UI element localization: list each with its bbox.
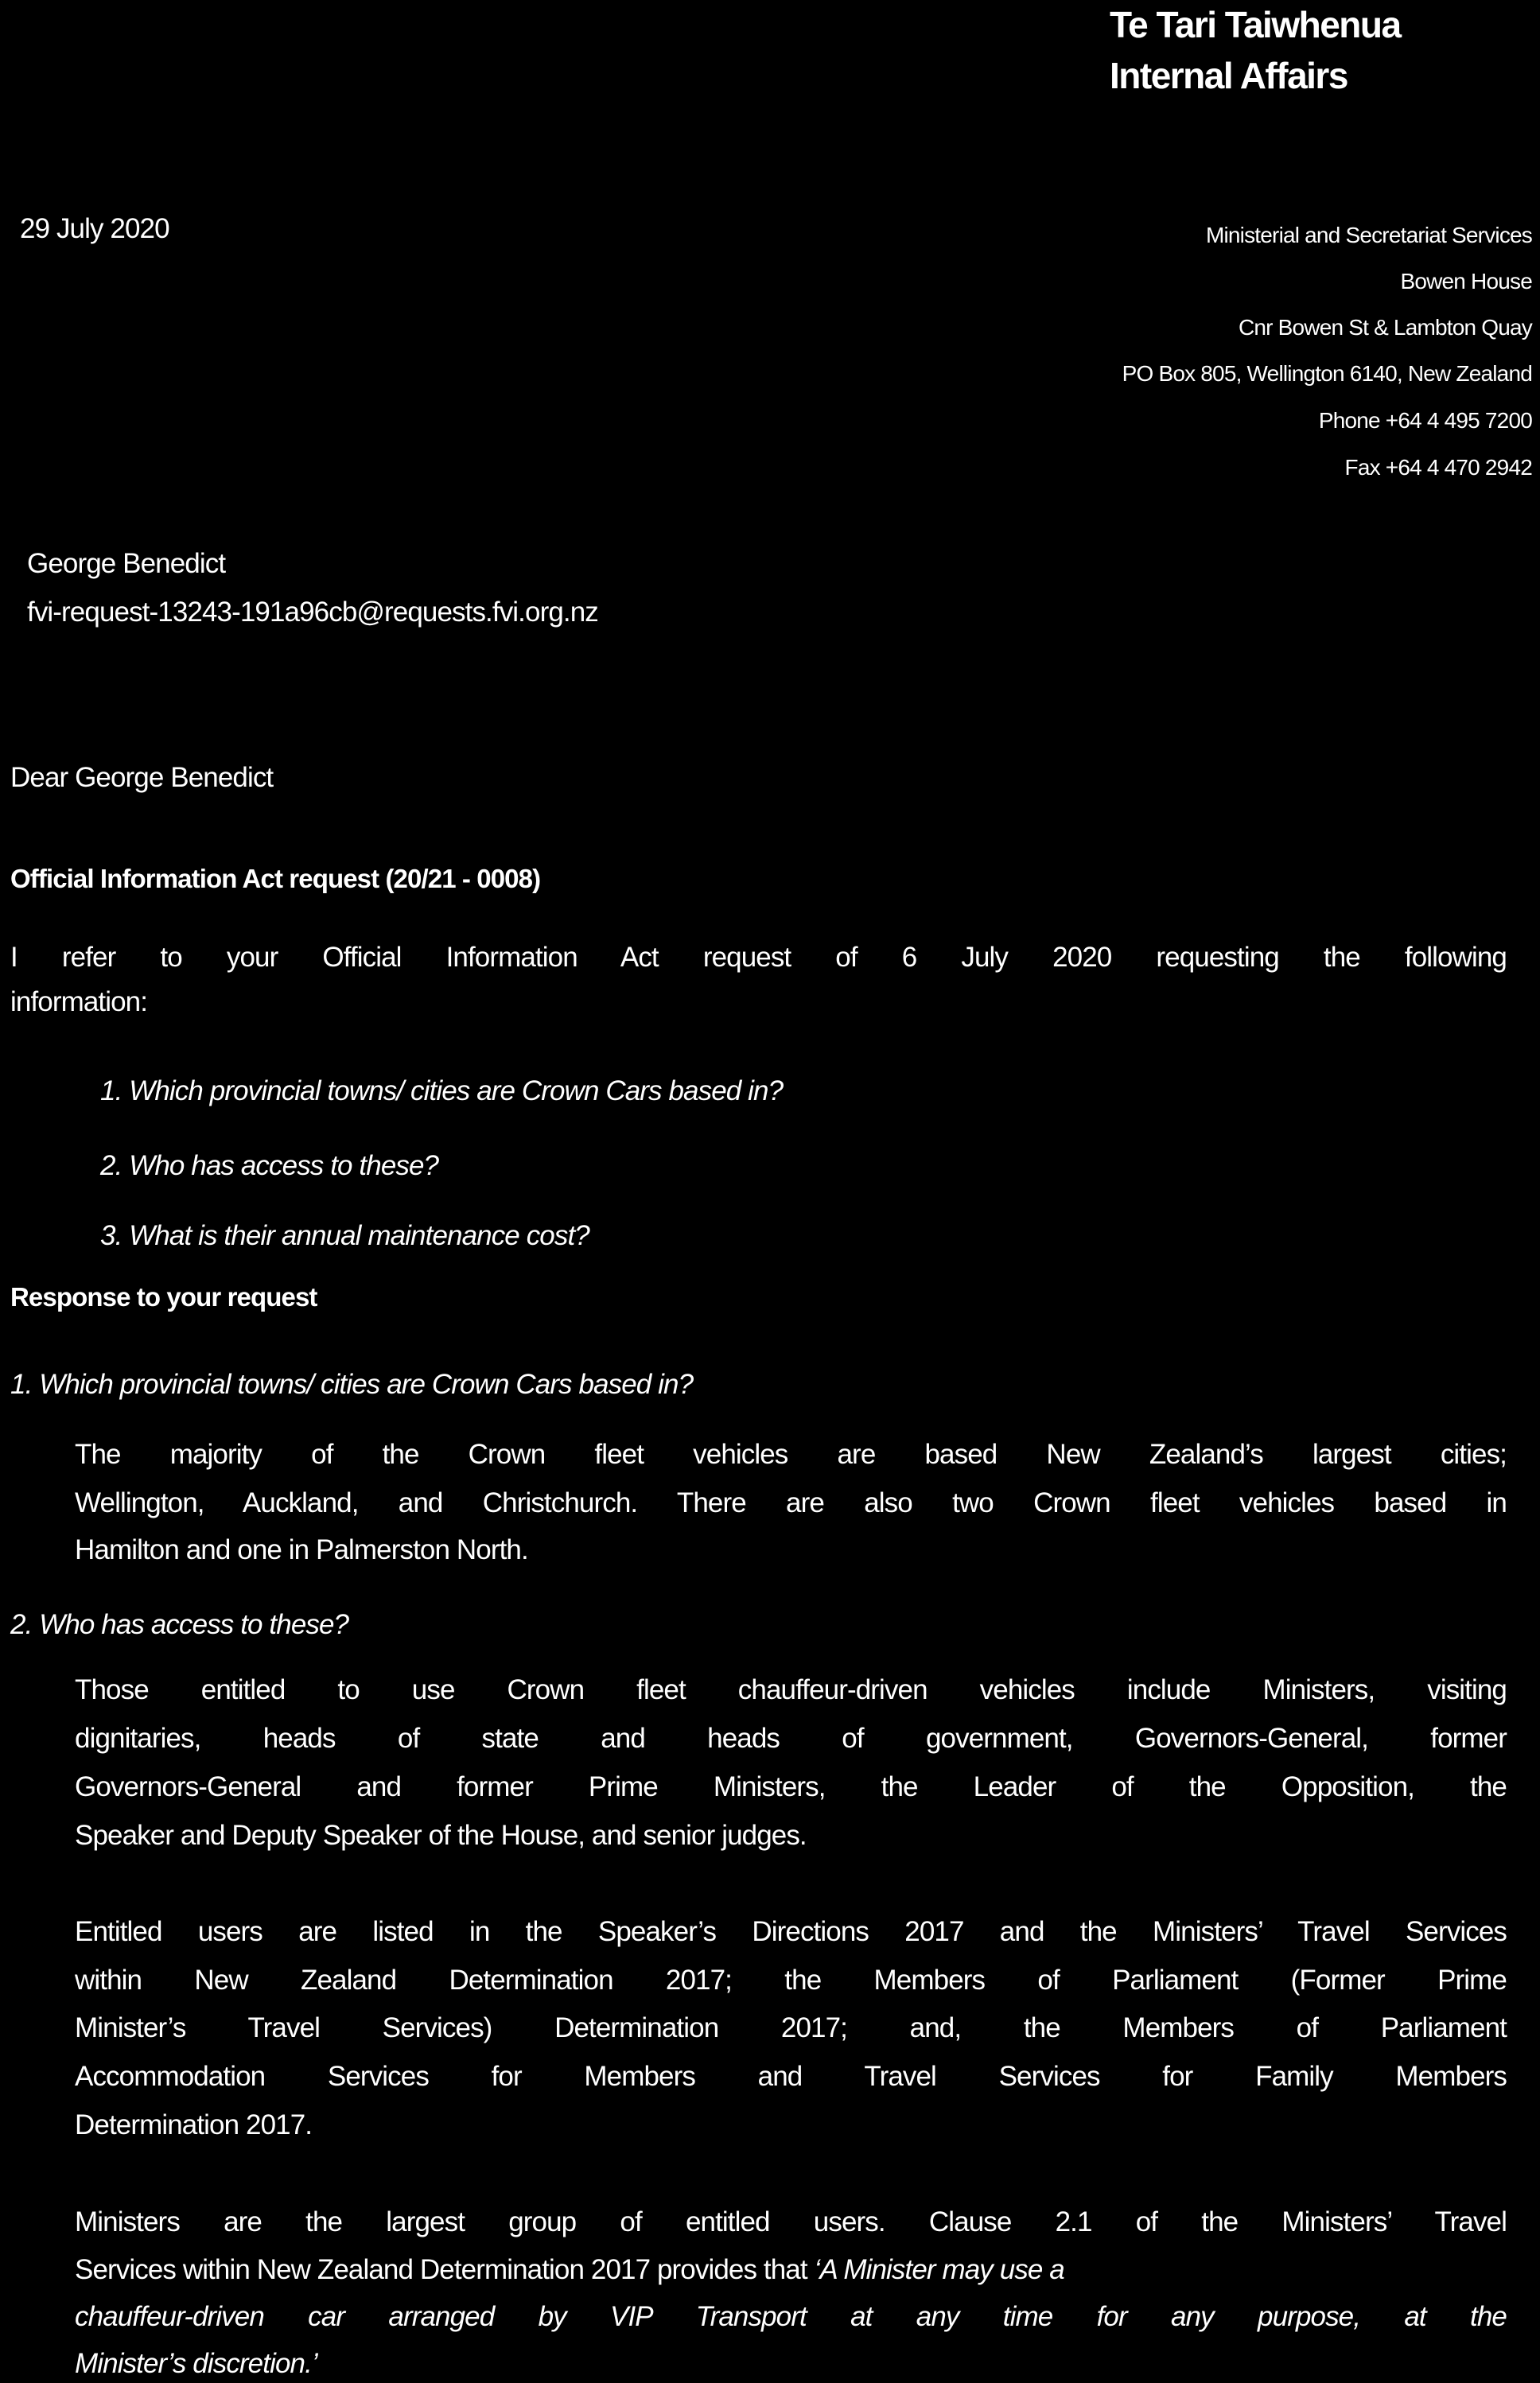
address-line: PO Box 805, Wellington 6140, New Zealand [1122, 361, 1532, 386]
question-item: 3. What is their annual maintenance cost? [100, 1220, 589, 1251]
recipient-name: George Benedict [27, 548, 226, 579]
text-line: Accommodation Services for Members and Travel Services for Family Members [75, 2061, 1507, 2092]
text-line: chauffeur-driven car arranged by VIP Transport at any time for any purpose, at the [75, 2301, 1507, 2332]
question-item: 2. Who has access to these? [100, 1150, 439, 1181]
text-line: Governors-General and former Prime Ministers, the Leader of the Opposition, the [75, 1771, 1507, 1802]
address-line: Bowen House [1400, 269, 1532, 294]
text-span: Services within New Zealand Determination 2017 provides that [75, 2254, 815, 2285]
text-line: information: [10, 986, 148, 1017]
text-line: Hamilton and one in Palmerston North. [75, 1534, 528, 1565]
text-line: The majority of the Crown fleet vehicles are based New Zealand’s largest cities; [75, 1439, 1507, 1470]
text-line: Speaker and Deputy Speaker of the House, and senior judges. [75, 1820, 807, 1851]
address-line: Ministerial and Secretariat Services [1205, 223, 1532, 247]
text-line: within New Zealand Determination 2017; the Members of Parliament (Former Prime [75, 1965, 1507, 1996]
text-line: Entitled users are listed in the Speaker’s Directions 2017 and the Ministers’ Travel Services [75, 1916, 1507, 1947]
answer-question: 2. Who has access to these? [10, 1609, 349, 1640]
address-line: Phone +64 4 495 7200 [1318, 408, 1532, 433]
text-line: Determination 2017. [75, 2109, 313, 2140]
quote-start: ‘A Minister may use a [814, 2254, 1064, 2285]
text-line: dignitaries, heads of state and heads of government, Governors-General, former [75, 1723, 1507, 1754]
text-line [75, 2254, 1507, 2286]
text-line: I refer to your Official Information Act request of 6 July 2020 requesting the following [10, 942, 1507, 973]
text-line: Minister’s discretion.’ [75, 2348, 317, 2379]
logo-maori-name: Te Tari Taiwhenua [1110, 4, 1401, 45]
address-line: Fax +64 4 470 2942 [1344, 455, 1532, 480]
recipient-email: fvi-request-13243-191a96cb@requests.fvi.org.nz [27, 597, 598, 628]
text-line: Wellington, Auckland, and Christchurch. There are also two Crown fleet vehicles based in [75, 1487, 1507, 1518]
letter-date: 29 July 2020 [20, 213, 169, 244]
salutation: Dear George Benedict [10, 762, 274, 793]
answer-question: 1. Which provincial towns/ cities are Crown Cars based in? [10, 1369, 694, 1400]
address-line: Cnr Bowen St & Lambton Quay [1238, 315, 1532, 340]
text-line: Those entitled to use Crown fleet chauffeur-driven vehicles include Ministers, visiting [75, 1674, 1507, 1705]
logo-english-name: Internal Affairs [1110, 55, 1348, 96]
subject-heading: Official Information Act request (20/21 - 0008) [10, 864, 541, 893]
text-line: Ministers are the largest group of entitled users. Clause 2.1 of the Ministers’ Travel [75, 2206, 1507, 2237]
question-item: 1. Which provincial towns/ cities are Crown Cars based in? [100, 1075, 784, 1106]
text-line: Minister’s Travel Services) Determination 2017; and, the Members of Parliament [75, 2012, 1507, 2043]
response-heading: Response to your request [10, 1282, 317, 1312]
